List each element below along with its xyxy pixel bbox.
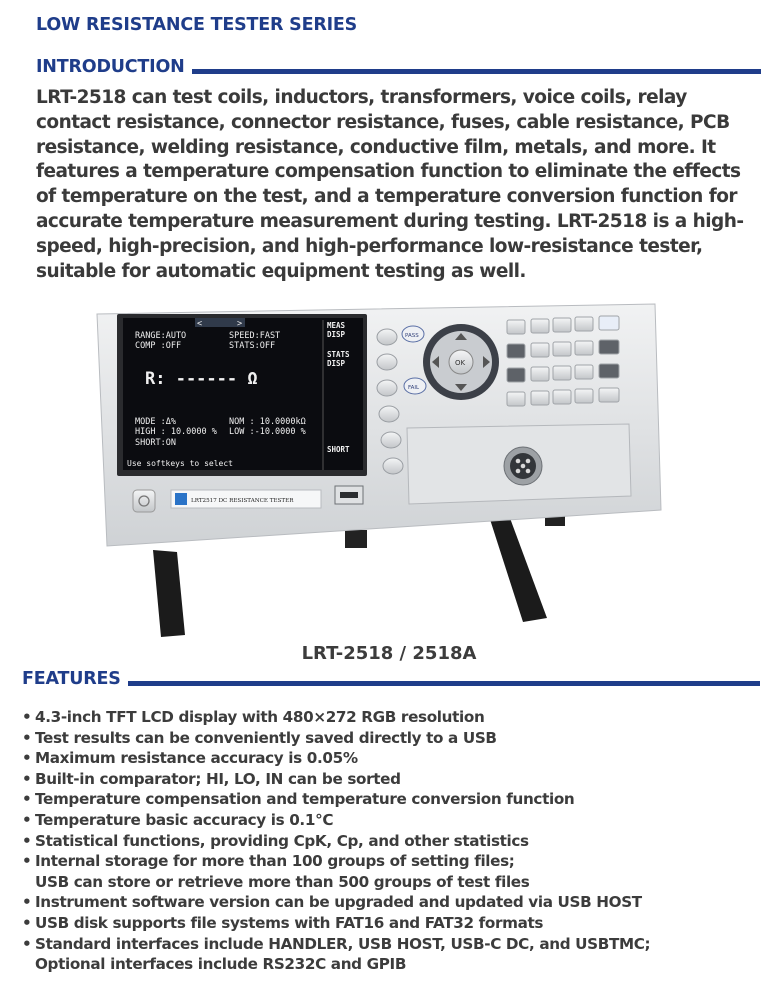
intro-heading-row [36,57,761,77]
softkey-stats-2: DISP [327,359,346,368]
right-stand [487,510,547,622]
lcd-low: LOW :-10.0000 % [229,427,306,437]
lcd-stats: STATS:OFF [229,341,276,351]
feature-item: • Temperature compensation and temperature conversion function [22,790,575,809]
lcd-comp: COMP :OFF [135,341,182,351]
feature-item: • 4.3-inch TFT LCD display with 480×272 RGB resolution [22,708,485,726]
features-rule [128,681,760,686]
feature-item-continuation: USB can store or retrieve more than 500 groups of test files [35,872,530,891]
features-list [22,707,650,975]
softkey-short: SHORT [327,445,350,454]
power-button [133,490,155,512]
usb-slot-icon [340,492,358,498]
feature-item: • Standard interfaces include HANDLER, USB HOST, USB-C DC, and USBTMC; Optional interfaces include RS232C and GPIB [22,934,651,974]
feature-item: • Instrument software version can be upgraded and updated via USB HOST [22,893,642,912]
softkey-meas-2: DISP [327,330,346,339]
lcd-mode: MODE :Δ% [135,417,176,427]
feature-item: • Test results can be conveniently saved directly to a USB [22,728,497,747]
softkey-stats-1: STATS [327,350,350,359]
lcd-speed: SPEED:FAST [229,331,281,341]
intro-rule [192,69,761,74]
left-stand [153,550,185,637]
fail-label: FAIL [408,385,420,391]
top-arrow-left: < [197,319,203,329]
intro-heading: INTRODUCTION [36,57,185,77]
brand-label: LRT2517 DC RESISTANCE TESTER [191,498,294,504]
lcd-nom: NOM : 10.0000kΩ [229,417,306,427]
features-heading: FEATURES [22,669,121,689]
lcd-range: RANGE:AUTO [135,331,187,341]
top-arrow-right: > [237,319,243,329]
pass-label: PASS [405,333,419,339]
features-heading-row [22,669,760,689]
product-caption: LRT-2518 / 2518A [301,643,477,664]
lcd-short: SHORT:ON [135,438,176,448]
feature-item: • USB disk supports file systems with FAT16 and FAT32 formats [22,913,544,932]
dpad-ok-label: OK [455,359,466,367]
feature-item: • Built-in comparator; HI, LO, IN can be sorted [22,769,401,788]
product-photo [95,300,663,640]
feature-item: • Maximum resistance accuracy is 0.05% [22,749,358,768]
feature-item: • Statistical functions, providing CpK, Cp, and other statistics [22,831,529,850]
lcd-status: Use softkeys to select [127,459,233,468]
softkey-meas-1: MEAS [327,321,346,330]
foot-1 [345,530,367,548]
lcd-reading: R: ------ Ω [145,369,258,389]
feature-item: • Internal storage for more than 100 groups of setting files; USB can store or retrieve more than 500 groups of test files [22,851,650,892]
lcd-high: HIGH : 10.0000 % [135,427,217,437]
intro-paragraph: LRT-2518 can test coils, inductors, transformers, voice coils, relay contact resistance, connector resistance, fuses, cable resistance, PCB resistance, welding resistance, conductive film, metals, and more. It features a temperature compensation function to eliminate the effects of temperature on the test, and a temperature conversion function for accurate temperature measurement during testing. LRT-2518 is a high-speed, high-precision, and high-performance low-resistance tester, suitable for automatic equipment testing as well. [36,87,744,282]
brand-logo-icon [175,493,187,505]
feature-item: • Temperature basic accuracy is 0.1℃ [22,810,334,829]
feature-item-continuation: Optional interfaces include RS232C and GPIB [35,955,407,974]
series-title: LOW RESISTANCE TESTER SERIES [36,15,358,35]
